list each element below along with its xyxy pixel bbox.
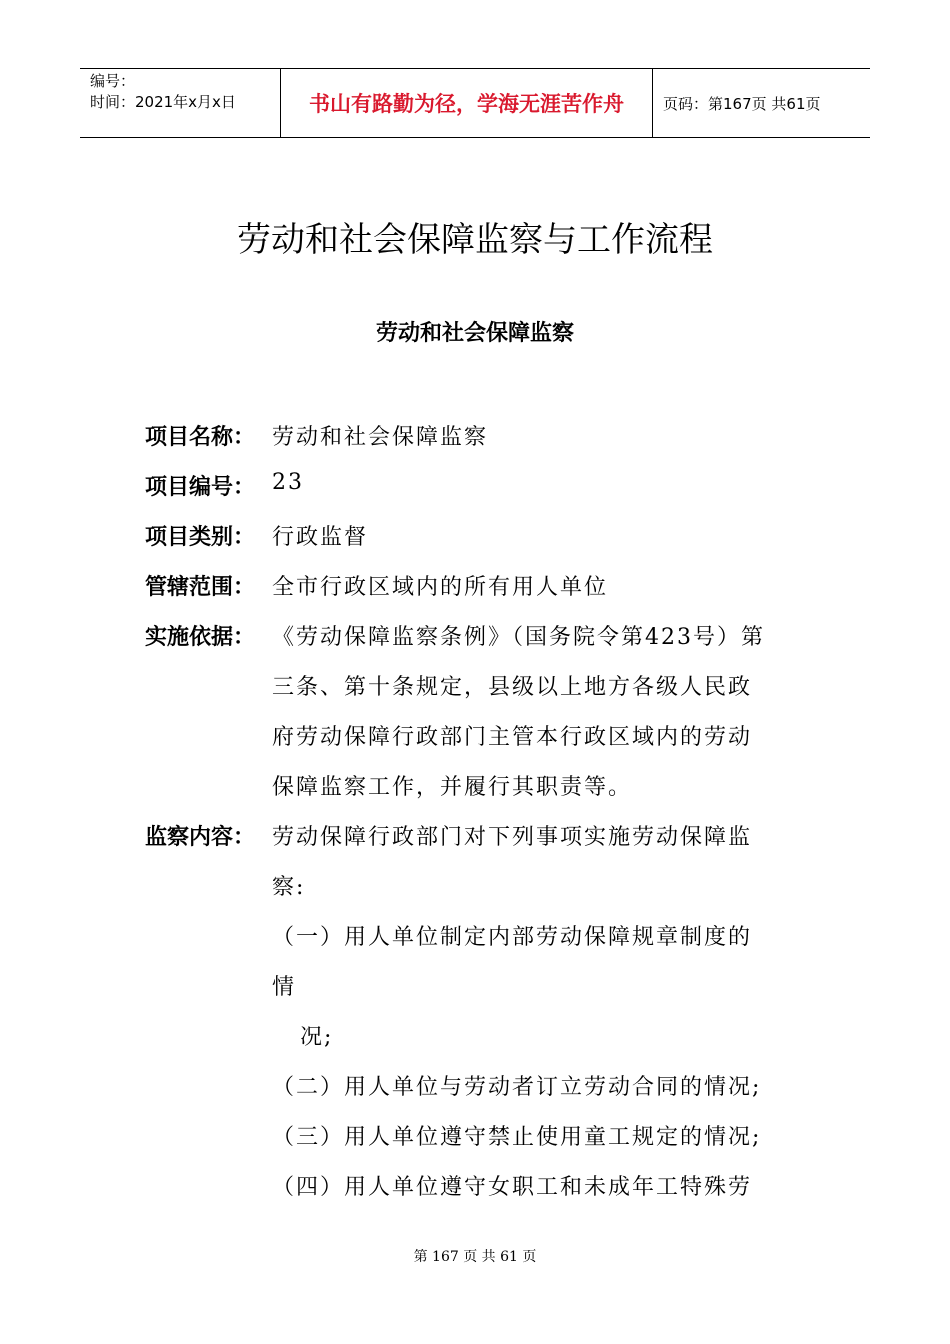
project-name-value: 劳动和社会保障监察: [272, 425, 489, 450]
content-line: 察:: [272, 875, 306, 900]
basis-line: 《劳动保障监察条例》（国务院令第423号）第: [272, 625, 765, 650]
content-line: （四）用人单位遵守女职工和未成年工特殊劳: [272, 1175, 753, 1200]
basis-label: 实施依据：: [145, 625, 256, 650]
basis-line: 保障监察工作，并履行其职责等。: [272, 775, 633, 800]
basis-line: 三条、第十条规定，县级以上地方各级人民政: [272, 675, 753, 700]
content-line: 情: [272, 975, 297, 1000]
scope-label: 管辖范围：: [145, 575, 256, 600]
content-line: （一）用人单位制定内部劳动保障规章制度的: [272, 925, 753, 950]
header-motto: 书山有路勤为径，学海无涯苦作舟: [281, 69, 653, 137]
project-type-label: 项目类别：: [145, 525, 256, 550]
project-type-value: 行政监督: [272, 525, 369, 550]
header-page-info: 页码：第167页 共61页: [663, 94, 821, 113]
page-title: 劳动和社会保障监察与工作流程: [237, 220, 713, 260]
page-footer: 第 167 页 共 61 页: [413, 1249, 537, 1265]
project-code-label: 项目编号：: [145, 475, 256, 500]
project-name-label: 项目名称：: [145, 425, 256, 450]
time-label: 时间：2021年x月x日: [90, 93, 236, 111]
document-header: [80, 68, 870, 138]
page-subtitle: 劳动和社会保障监察: [375, 320, 574, 346]
scope-value: 全市行政区域内的所有用人单位: [272, 575, 609, 600]
content-line: 况;: [300, 1025, 334, 1050]
number-label: 编号：: [90, 72, 136, 90]
content-line: （二）用人单位与劳动者订立劳动合同的情况;: [272, 1075, 762, 1100]
header-meta: [80, 69, 281, 137]
content-label: 监察内容：: [145, 825, 256, 850]
content-line: （三）用人单位遵守禁止使用童工规定的情况;: [272, 1125, 762, 1150]
project-code-value: 23: [272, 470, 304, 495]
basis-line: 府劳动保障行政部门主管本行政区域内的劳动: [272, 725, 753, 750]
content-line: 劳动保障行政部门对下列事项实施劳动保障监: [272, 825, 753, 850]
